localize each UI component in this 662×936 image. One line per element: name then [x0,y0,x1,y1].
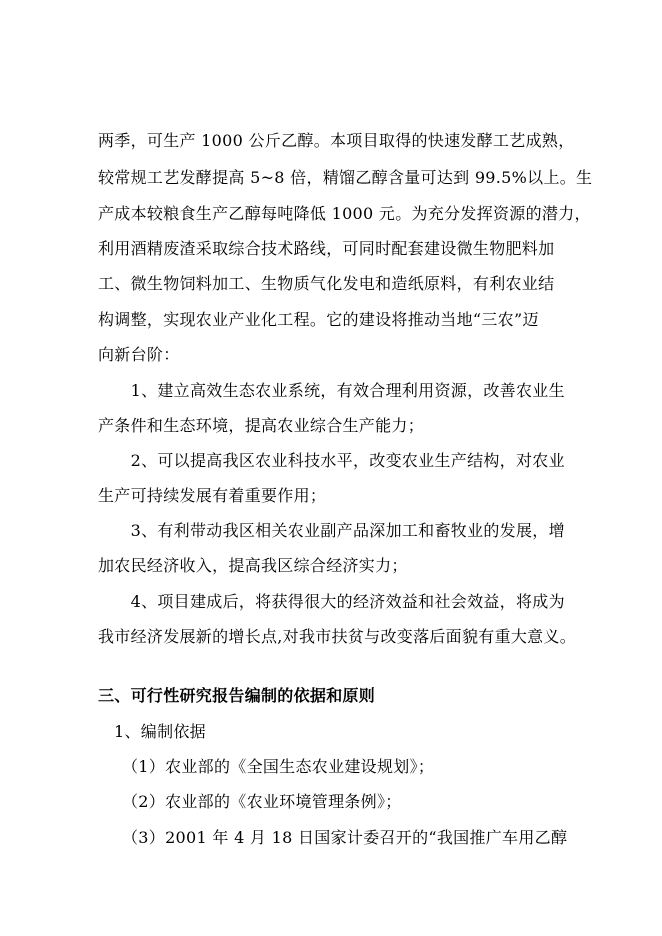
list-item-4-line: 4、项目建成后，将获得很大的经济效益和社会效益，将成为 [98,592,565,611]
paragraph-line: 较常规工艺发酵提高 5~8 倍，精馏乙醇含量可达到 99.5%以上。生 [98,168,593,187]
paragraph-line: 构调整，实现农业产业化工程。它的建设将推动当地“三农”迈 [98,310,539,329]
paragraph-line: 利用酒精废渣采取综合技术路线，可同时配套建设微生物肥料加 [98,239,555,258]
paragraph-line: 向新台阶： [98,345,180,364]
list-item-2-line: 生产可持续发展有着重要作用； [98,486,327,505]
subsection-heading: 1、编制依据 [114,722,206,741]
list-item-3-line: 加农民经济收入，提高我区综合经济实力； [98,556,408,575]
reference-item: （1）农业部的《全国生态农业建设规划》； [122,757,435,776]
list-item-3-line: 3、有利带动我区相关农业副产品深加工和畜牧业的发展，增 [98,521,565,540]
list-item-4-line: 我市经济发展新的增长点,对我市扶贫与改变落后面貌有重大意义。 [98,627,577,646]
paragraph-line: 工、微生物饲料加工、生物质气化发电和造纸原料，有利农业结 [98,274,555,293]
paragraph-line: 产成本较粮食生产乙醇每吨降低 1000 元。为充分发挥资源的潜力， [98,204,591,223]
section-heading: 三、可行性研究报告编制的依据和原则 [98,686,376,705]
reference-item: （2）农业部的《农业环境管理条例》； [122,792,402,811]
list-item-2-line: 2、可以提高我区农业科技水平，改变农业生产结构，对农业 [98,451,565,470]
paragraph-line: 两季，可生产 1000 公斤乙醇。本项目取得的快速发酵工艺成熟， [98,131,575,150]
list-item-1-line: 1、建立高效生态农业系统，有效合理利用资源，改善农业生 [98,381,565,400]
reference-item: （3）2001 年 4 月 18 日国家计委召开的“我国推广车用乙醇 [122,828,568,847]
list-item-1-line: 产条件和生态环境，提高农业综合生产能力； [98,416,425,435]
